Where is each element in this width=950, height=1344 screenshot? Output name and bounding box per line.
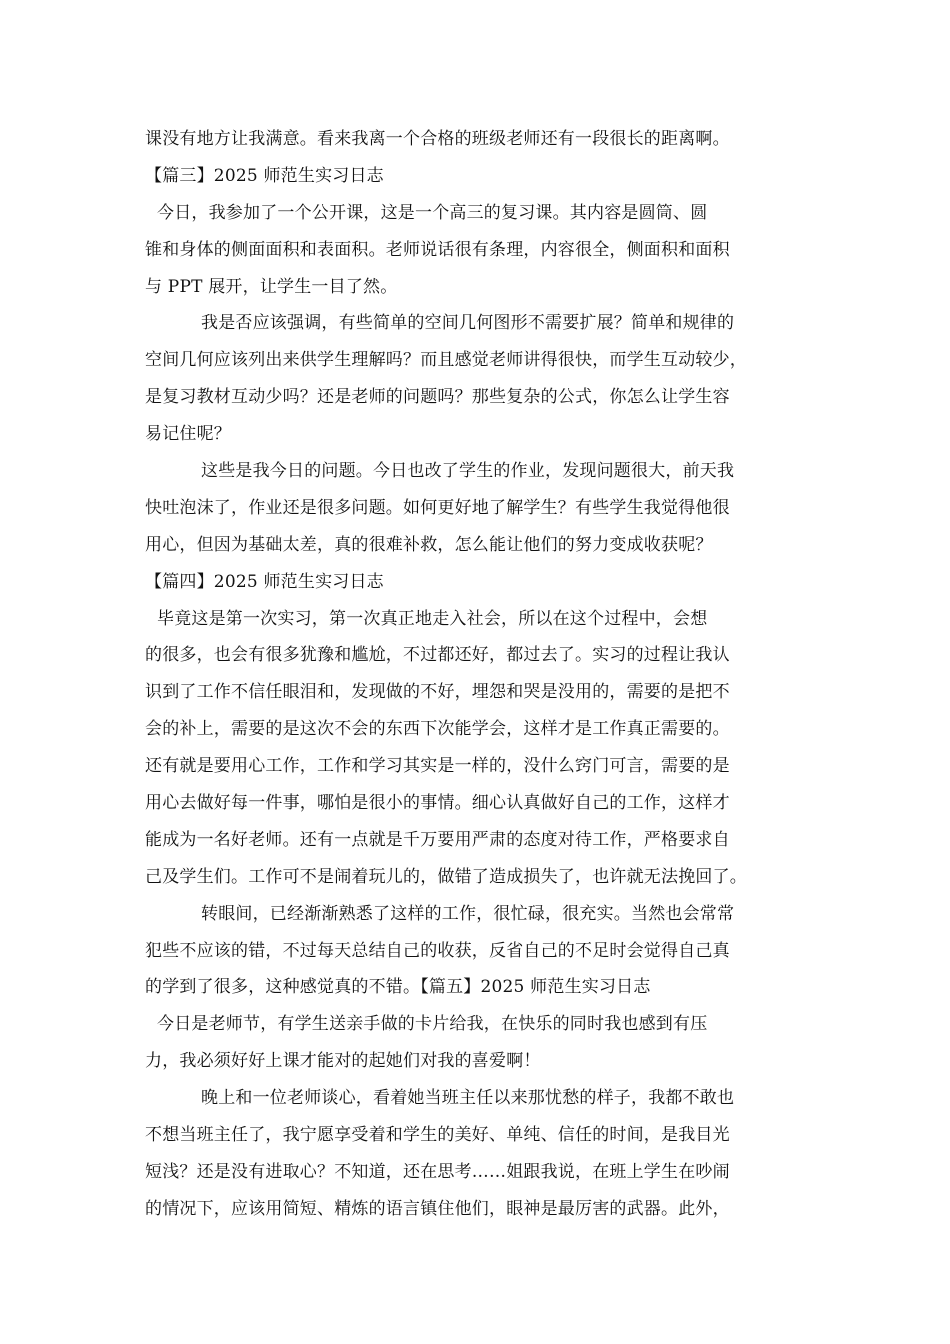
text-line: 今日，我参加了一个公开课，这是一个高三的复习课。其内容是圆筒、圆 xyxy=(157,202,708,223)
section-heading-3: 【篇三】2025 师范生实习日志 xyxy=(145,165,384,186)
text-line: 犯些不应该的错，不过每天总结自己的收获，反省自己的不足时会觉得自己真 xyxy=(145,940,730,961)
text-line: 己及学生们。工作可不是闹着玩儿的，做错了造成损失了，也许就无法挽回了。 xyxy=(145,866,747,887)
document-body xyxy=(145,121,815,1228)
text-line: 用心去做好每一件事，哪怕是很小的事情。细心认真做好自己的工作，这样才 xyxy=(145,793,730,814)
text-line: 是复习教材互动少吗？还是老师的问题吗？那些复杂的公式，你怎么让学生容 xyxy=(145,387,730,408)
text-line: 课没有地方让我满意。看来我离一个合格的班级老师还有一段很长的距离啊。 xyxy=(145,129,730,149)
text-line: 会的补上，需要的是这次不会的东西下次能学会，这样才是工作真正需要的。 xyxy=(145,719,730,740)
text-line: 与 PPT 展开，让学生一目了然。 xyxy=(145,276,398,297)
text-line: 快吐泡沫了，作业还是很多问题。如何更好地了解学生？有些学生我觉得他很 xyxy=(145,497,730,518)
text-line: 这些是我今日的问题。今日也改了学生的作业，发现问题很大，前天我 xyxy=(201,461,735,482)
section-heading-4: 【篇四】2025 师范生实习日志 xyxy=(145,571,384,592)
text-line: 的情况下，应该用简短、精炼的语言镇住他们，眼神是最厉害的武器。此外， xyxy=(145,1198,730,1219)
text-line: 能成为一名好老师。还有一点就是千万要用严肃的态度对待工作，严格要求自 xyxy=(145,829,730,850)
text-line: 的很多，也会有很多犹豫和尴尬，不过都还好，都过去了。实习的过程让我认 xyxy=(145,645,730,666)
text-line: 今日是老师节，有学生送亲手做的卡片给我，在快乐的同时我也感到有压 xyxy=(157,1014,708,1035)
text-line: 不想当班主任了，我宁愿享受着和学生的美好、单纯、信任的时间，是我目光 xyxy=(145,1125,730,1146)
text-line: 锥和身体的侧面面积和表面积。老师说话很有条理，内容很全，侧面积和面积 xyxy=(145,239,730,260)
text-line: 毕竟这是第一次实习，第一次真正地走入社会，所以在这个过程中，会想 xyxy=(157,608,708,629)
text-line: 用心，但因为基础太差，真的很难补救，怎么能让他们的努力变成收获呢？ xyxy=(145,534,713,555)
text-line-with-section-heading-5: 的学到了很多，这种感觉真的不错。【篇五】2025 师范生实习日志 xyxy=(145,977,651,998)
text-line: 易记住呢？ xyxy=(145,424,231,445)
text-line: 晚上和一位老师谈心，看着她当班主任以来那忧愁的样子，我都不敢也 xyxy=(201,1088,735,1109)
text-line: 识到了工作不信任眼泪和，发现做的不好，埋怨和哭是没用的，需要的是把不 xyxy=(145,682,730,703)
text-line: 短浅？还是没有进取心？不知道，还在思考……姐跟我说，在班上学生在吵闹 xyxy=(145,1161,730,1182)
text-line: 空间几何应该列出来供学生理解吗？而且感觉老师讲得很快，而学生互动较少， xyxy=(145,350,747,371)
text-line: 转眼间，已经渐渐熟悉了这样的工作，很忙碌，很充实。当然也会常常 xyxy=(201,903,735,924)
text-line: 我是否应该强调，有些简单的空间几何图形不需要扩展？简单和规律的 xyxy=(201,313,735,334)
text-line: 力，我必须好好上课才能对的起她们对我的喜爱啊！ xyxy=(145,1051,541,1072)
text-line: 还有就是要用心工作，工作和学习其实是一样的，没什么窍门可言，需要的是 xyxy=(145,756,730,777)
